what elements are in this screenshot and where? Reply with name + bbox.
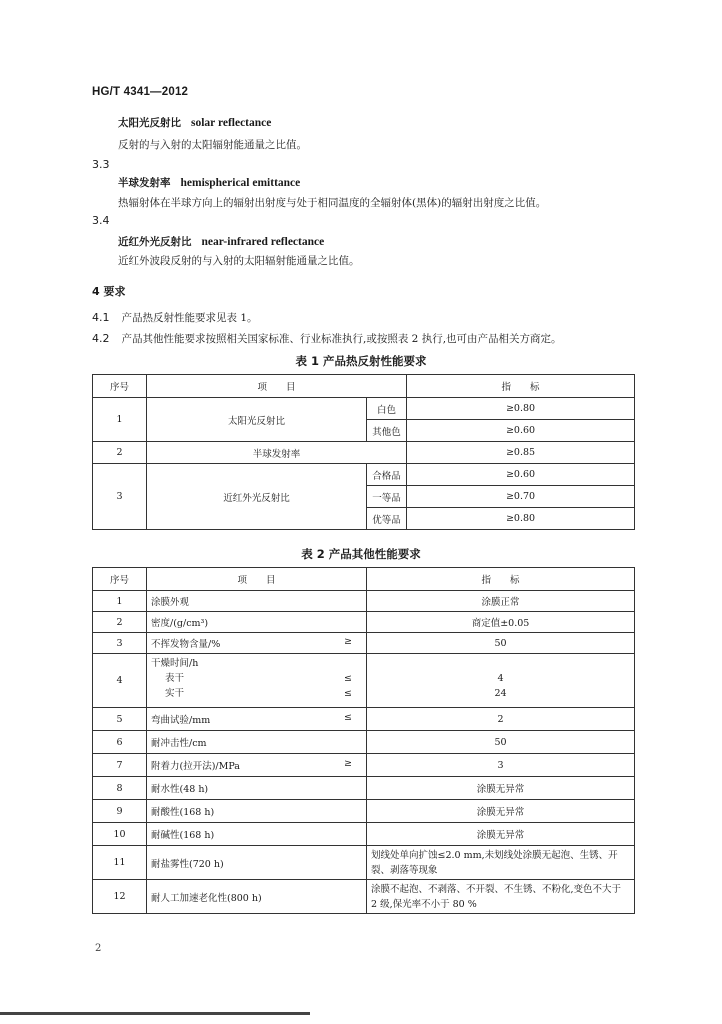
table-row [93, 654, 635, 708]
row-value: 涂膜无异常 [367, 823, 635, 846]
row-item [147, 591, 367, 612]
row-item [147, 654, 367, 708]
row-value [367, 654, 635, 708]
row-value: 50 [367, 731, 635, 754]
row-item: 太阳光反射比 [147, 398, 367, 442]
row-value: 涂膜正常 [367, 591, 635, 612]
row-item [147, 880, 367, 914]
table-2-title: 表 2 产品其他性能要求 [301, 547, 421, 561]
row-number: 5 [93, 708, 147, 731]
row-item-label: 附着力(拉开法)/MPa [151, 761, 240, 772]
row-value: 商定值±0.05 [367, 612, 635, 633]
row-value: ≥0.60 [407, 420, 635, 442]
table-row [93, 754, 635, 777]
row-item-label: 耐水性(48 h) [151, 784, 209, 795]
row-item-label: 密度/(g/cm³) [151, 618, 209, 629]
row-item-label: 弯曲试验/mm [151, 715, 211, 726]
table-header-item: 项 目 [147, 375, 407, 398]
term-en: solar reflectance [191, 117, 272, 129]
row-number: 9 [93, 800, 147, 823]
row-value: ≥0.80 [407, 398, 635, 420]
table-header-no: 序号 [93, 568, 147, 591]
table-header-index: 指 标 [407, 375, 635, 398]
row-item [147, 800, 367, 823]
table-1-title: 表 1 产品热反射性能要求 [295, 354, 427, 368]
row-value-line: 24 [494, 688, 507, 699]
paragraph-4-1 [92, 310, 258, 325]
row-item-label: 不挥发物含量/% [151, 639, 221, 650]
page-number: 2 [95, 943, 102, 954]
row-subitem: 一等品 [367, 486, 407, 508]
row-number: 10 [93, 823, 147, 846]
row-comparator: ≤ [344, 712, 352, 723]
row-item [147, 777, 367, 800]
paragraph-text: 产品热反射性能要求见表 1。 [121, 312, 258, 324]
table-2 [92, 567, 635, 914]
table-row [93, 777, 635, 800]
row-number: 1 [93, 591, 147, 612]
row-comparator: ≤ [344, 673, 352, 684]
row-value: 涂膜无异常 [367, 800, 635, 823]
row-comparator: ≥ [344, 758, 352, 769]
row-subitem: 白色 [367, 398, 407, 420]
term-heading [118, 115, 271, 130]
row-item: 半球发射率 [147, 442, 407, 464]
row-item-label: 涂膜外观 [151, 597, 190, 608]
row-value: 划线处单向扩蚀≤2.0 mm,未划线处涂膜无起泡、生锈、开裂、剥落等现象 [367, 846, 635, 880]
row-subitem [151, 686, 362, 701]
table-header-item: 项 目 [147, 568, 367, 591]
row-subitem-label: 表干 [165, 673, 185, 684]
row-number: 3 [93, 633, 147, 654]
term-heading [118, 175, 300, 190]
row-value: 2 [367, 708, 635, 731]
paragraph-number: 4.2 [92, 332, 110, 345]
term-zh: 半球发射率 [118, 177, 171, 189]
row-item [147, 754, 367, 777]
row-number: 2 [93, 612, 147, 633]
row-item [147, 823, 367, 846]
table-row [93, 823, 635, 846]
table-header-index: 指 标 [367, 568, 635, 591]
row-value: ≥0.60 [407, 464, 635, 486]
standard-code-header: HG/T 4341—2012 [92, 86, 189, 98]
table-row [93, 398, 635, 420]
term-definition: 近红外波段反射的与入射的太阳辐射能通量之比值。 [118, 255, 360, 267]
row-subitem: 优等品 [367, 508, 407, 530]
table-row [93, 846, 635, 880]
term-en: hemispherical emittance [180, 177, 301, 189]
paragraph-number: 4.1 [92, 311, 110, 324]
table-row [93, 800, 635, 823]
table-row [93, 464, 635, 486]
term-number: 3.3 [92, 158, 110, 171]
row-item-label: 耐人工加速老化性(800 h) [151, 892, 262, 904]
row-item [147, 633, 367, 654]
row-item-label: 耐碱性(168 h) [151, 830, 215, 841]
term-zh: 太阳光反射比 [118, 117, 181, 129]
row-subitem: 其他色 [367, 420, 407, 442]
term-zh: 近红外光反射比 [118, 236, 192, 248]
row-number: 11 [93, 846, 147, 880]
row-subitem-label: 实干 [165, 688, 185, 699]
row-value: 50 [367, 633, 635, 654]
row-item-label: 耐冲击性/cm [151, 738, 207, 749]
row-item [147, 731, 367, 754]
table-row [93, 633, 635, 654]
row-item [147, 612, 367, 633]
row-number: 6 [93, 731, 147, 754]
row-number: 8 [93, 777, 147, 800]
row-item-label: 耐盐雾性(720 h) [151, 858, 224, 870]
row-value: ≥0.70 [407, 486, 635, 508]
row-value-line: 4 [497, 673, 504, 684]
table-row [93, 442, 635, 464]
row-item-label: 耐酸性(168 h) [151, 807, 215, 818]
row-value: 3 [367, 754, 635, 777]
table-row [93, 612, 635, 633]
term-number: 3.4 [92, 214, 110, 227]
term-heading [118, 234, 324, 249]
row-subitem [151, 671, 362, 686]
row-value: 涂膜不起泡、不剥落、不开裂、不生锈、不粉化,变色不大于 2 级,保光率不小于 80 % [367, 880, 635, 914]
row-item [147, 846, 367, 880]
row-subitem: 合格品 [367, 464, 407, 486]
scan-edge-line [0, 1012, 310, 1015]
row-number: 1 [93, 398, 147, 442]
row-comparator: ≥ [344, 636, 352, 647]
row-number: 2 [93, 442, 147, 464]
row-value: ≥0.85 [407, 442, 635, 464]
row-number: 3 [93, 464, 147, 530]
row-comparator: ≤ [344, 688, 352, 699]
section-title: 4 要求 [92, 285, 126, 298]
paragraph-4-2 [92, 331, 562, 346]
row-item-label: 干燥时间/h [151, 658, 199, 669]
table-row [93, 880, 635, 914]
term-en: near-infrared reflectance [201, 236, 325, 248]
row-number: 4 [93, 654, 147, 708]
row-value: 涂膜无异常 [367, 777, 635, 800]
table-row [93, 591, 635, 612]
paragraph-text: 产品其他性能要求按照相关国家标准、行业标准执行,或按照表 2 执行,也可由产品相关方商定。 [121, 333, 562, 345]
table-1 [92, 374, 635, 530]
term-definition: 反射的与入射的太阳辐射能通量之比值。 [118, 139, 307, 151]
term-definition: 热辐射体在半球方向上的辐射出射度与处于相同温度的全辐射体(黑体)的辐射出射度之比值。 [118, 197, 547, 209]
row-number: 12 [93, 880, 147, 914]
table-header-no: 序号 [93, 375, 147, 398]
row-item [147, 708, 367, 731]
table-row [93, 708, 635, 731]
row-value: ≥0.80 [407, 508, 635, 530]
table-row [93, 731, 635, 754]
row-item: 近红外光反射比 [147, 464, 367, 530]
row-number: 7 [93, 754, 147, 777]
